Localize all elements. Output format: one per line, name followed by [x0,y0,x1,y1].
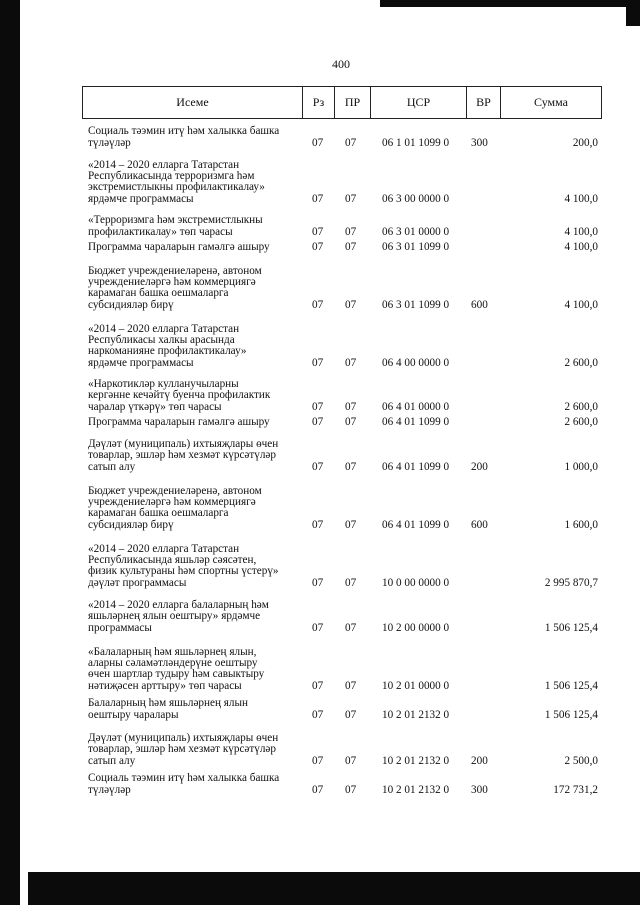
row-rz: 07 [312,576,324,589]
table-row [0,600,640,634]
row-sum: 1 506 125,4 [544,708,598,721]
row-csr: 10 0 00 0000 0 [382,576,450,589]
row-name-line: Дәүләт (муниципаль) ихтыяҗлары өчен [88,732,279,745]
row-name-line: карамаган башка оешмаларга [88,507,229,520]
row-pr: 07 [345,621,357,634]
row-name-line: наркоманияне профилактикалау» [88,345,247,358]
row-name-line: экстремистлыкны профилактикалау» [88,181,265,194]
row-pr: 07 [345,225,357,238]
row-name-line: өчен шартлар тудыру һәм савыктыру [88,668,265,681]
row-name-line: кергәнне кечәйтү буенча профилактик [88,389,271,402]
header-name: Исеме [82,86,302,119]
row-rz: 07 [312,708,324,721]
row-sum: 2 600,0 [564,356,598,369]
row-name-line: чаралар үткәрү» төп чарасы [88,400,222,413]
page-number: 400 [332,57,350,71]
row-csr: 06 4 01 1099 0 [382,460,450,473]
header-pr: ПР [334,86,370,119]
header-vr: ВР [466,86,500,119]
row-name [88,544,300,589]
row-name-line: дәүләт программасы [88,576,187,589]
table-row [0,439,640,473]
row-name-line: программасы [88,621,152,634]
row-name-line: сатып алу [88,754,136,767]
row-name [88,242,300,253]
row-rz: 07 [312,518,324,531]
table-row [0,647,640,692]
row-sum: 1 506 125,4 [544,621,598,634]
row-pr: 07 [345,679,357,692]
row-name-line: субсидияләр бирү [88,298,174,311]
row-sum: 172 731,2 [553,783,598,796]
row-pr: 07 [345,708,357,721]
row-rz: 07 [312,240,324,253]
row-name-line: «Наркотикләр кулланучыларны [88,378,239,391]
row-rz: 07 [312,621,324,634]
row-csr: 06 4 01 1099 0 [382,415,450,428]
row-name [88,215,300,238]
row-name-line: Программа чараларын гамәлгә ашыру [88,415,270,428]
row-sum: 2 500,0 [564,754,598,767]
row-pr: 07 [345,754,357,767]
row-name-line: түләүләр [88,136,131,149]
table-row [0,544,640,589]
row-name [88,698,300,721]
scan-edge-right [626,0,640,26]
row-sum: 2 600,0 [564,400,598,413]
table-row [0,733,640,767]
row-csr: 06 4 00 0000 0 [382,356,450,369]
row-csr: 06 4 01 1099 0 [382,518,450,531]
row-name-line: товарлар, эшләр һәм хезмәт күрсәтүләр [88,449,276,462]
table-row [0,486,640,531]
row-sum: 2 995 870,7 [544,576,598,589]
row-sum: 2 600,0 [564,415,598,428]
row-name-line: Бюджет учреждениеләренә, автоном [88,484,262,497]
table-row [0,379,640,413]
row-name [88,773,300,796]
row-rz: 07 [312,192,324,205]
row-name-line: Республикасы халкы арасында [88,334,235,347]
row-sum: 4 100,0 [564,192,598,205]
row-name-line: Республикасында яшьләр сәясәтен, [88,554,257,567]
row-sum: 1 000,0 [564,460,598,473]
row-name-line: Республикасында терроризмга һәм [88,170,255,183]
row-sum: 1 600,0 [564,518,598,531]
row-csr: 06 3 01 1099 0 [382,240,450,253]
row-rz: 07 [312,754,324,767]
row-name-line: учреждениеләргә һәм коммерциягә [88,276,256,289]
row-name-line: Социаль тәэмин итү һәм халыкка башка [88,772,280,785]
row-rz: 07 [312,783,324,796]
row-pr: 07 [345,136,357,149]
scan-edge-bottom [28,872,640,905]
header-csr: ЦСР [370,86,466,119]
row-name [88,647,300,692]
row-csr: 10 2 00 0000 0 [382,621,450,634]
row-vr: 200 [471,754,488,767]
row-name [88,600,300,634]
row-pr: 07 [345,298,357,311]
row-name [88,486,300,531]
row-vr: 200 [471,460,488,473]
row-rz: 07 [312,460,324,473]
row-csr: 10 2 01 2132 0 [382,783,450,796]
row-name-line: учреждениеләргә һәм коммерциягә [88,496,256,509]
table-row [0,773,640,796]
table-row [0,698,640,721]
row-name-line: Бюджет учреждениеләренә, автоном [88,264,262,277]
row-name-line: физик культураны һәм спортны үстерү» [88,565,279,578]
row-rz: 07 [312,400,324,413]
table-row [0,126,640,149]
row-name-line: «2014 – 2020 елларга Татарстан [88,542,240,555]
row-rz: 07 [312,136,324,149]
table-row [0,266,640,311]
row-name-line: товарлар, эшләр һәм хезмәт күрсәтүләр [88,743,276,756]
row-pr: 07 [345,240,357,253]
table-row [0,160,640,205]
row-pr: 07 [345,356,357,369]
row-name-line: ярдәмче программасы [88,356,194,369]
row-name-line: «2014 – 2020 елларга Татарстан [88,322,240,335]
row-rz: 07 [312,356,324,369]
row-rz: 07 [312,225,324,238]
row-name-line: сатып алу [88,460,136,473]
row-name [88,417,300,428]
row-name-line: субсидияләр бирү [88,518,174,531]
row-name-line: ярдәмче программасы [88,192,194,205]
row-csr: 10 2 01 2132 0 [382,754,450,767]
row-csr: 06 3 01 0000 0 [382,225,450,238]
row-vr: 300 [471,136,488,149]
table-row [0,242,640,253]
row-pr: 07 [345,400,357,413]
row-name-line: аларны сәламәтләндерүне оештыру [88,657,258,670]
row-name [88,379,300,413]
row-vr: 300 [471,783,488,796]
row-vr: 600 [471,518,488,531]
row-csr: 10 2 01 2132 0 [382,708,450,721]
row-csr: 06 3 00 0000 0 [382,192,450,205]
row-rz: 07 [312,679,324,692]
row-pr: 07 [345,415,357,428]
table-row [0,215,640,238]
row-pr: 07 [345,518,357,531]
row-name-line: түләүләр [88,783,131,796]
row-pr: 07 [345,576,357,589]
row-rz: 07 [312,415,324,428]
row-sum: 200,0 [572,136,598,149]
row-name [88,126,300,149]
row-name-line: Программа чараларын гамәлгә ашыру [88,240,270,253]
table-row [0,417,640,428]
row-name-line: Социаль тәэмин итү һәм халыкка башка [88,125,280,138]
row-name-line: Балаларның һәм яшьләрнең ялын [88,697,248,710]
row-name-line: «2014 – 2020 елларга балаларның һәм [88,599,269,612]
header-rz: Рз [302,86,334,119]
header-sum: Сумма [500,86,602,119]
row-csr: 06 3 01 1099 0 [382,298,450,311]
row-pr: 07 [345,783,357,796]
row-name-line: карамаган башка оешмаларга [88,287,229,300]
table-row [0,324,640,369]
row-rz: 07 [312,298,324,311]
row-name-line: оештыру чаралары [88,708,179,721]
row-vr: 600 [471,298,488,311]
row-sum: 4 100,0 [564,298,598,311]
row-name [88,324,300,369]
row-csr: 06 4 01 0000 0 [382,400,450,413]
row-csr: 10 2 01 0000 0 [382,679,450,692]
row-name-line: нәтиҗәсен арттыру» төп чарасы [88,679,242,692]
row-sum: 4 100,0 [564,240,598,253]
row-sum: 4 100,0 [564,225,598,238]
row-pr: 07 [345,460,357,473]
row-name [88,439,300,473]
row-csr: 06 1 01 1099 0 [382,136,450,149]
row-sum: 1 506 125,4 [544,679,598,692]
row-name-line: Дәүләт (муниципаль) ихтыяҗлары өчен [88,438,279,451]
scan-edge-top [380,0,640,7]
row-name-line: профилактикалау» төп чарасы [88,225,233,238]
row-name [88,160,300,205]
row-name-line: «Терроризмга һәм экстремистлыкны [88,214,263,227]
row-name-line: яшьләрнең ялын оештыру» ярдәмче [88,610,261,623]
row-name-line: «Балаларның һәм яшьләрнең ялын, [88,645,257,658]
row-name-line: «2014 – 2020 елларга Татарстан [88,158,240,171]
row-pr: 07 [345,192,357,205]
row-name [88,733,300,767]
row-name [88,266,300,311]
